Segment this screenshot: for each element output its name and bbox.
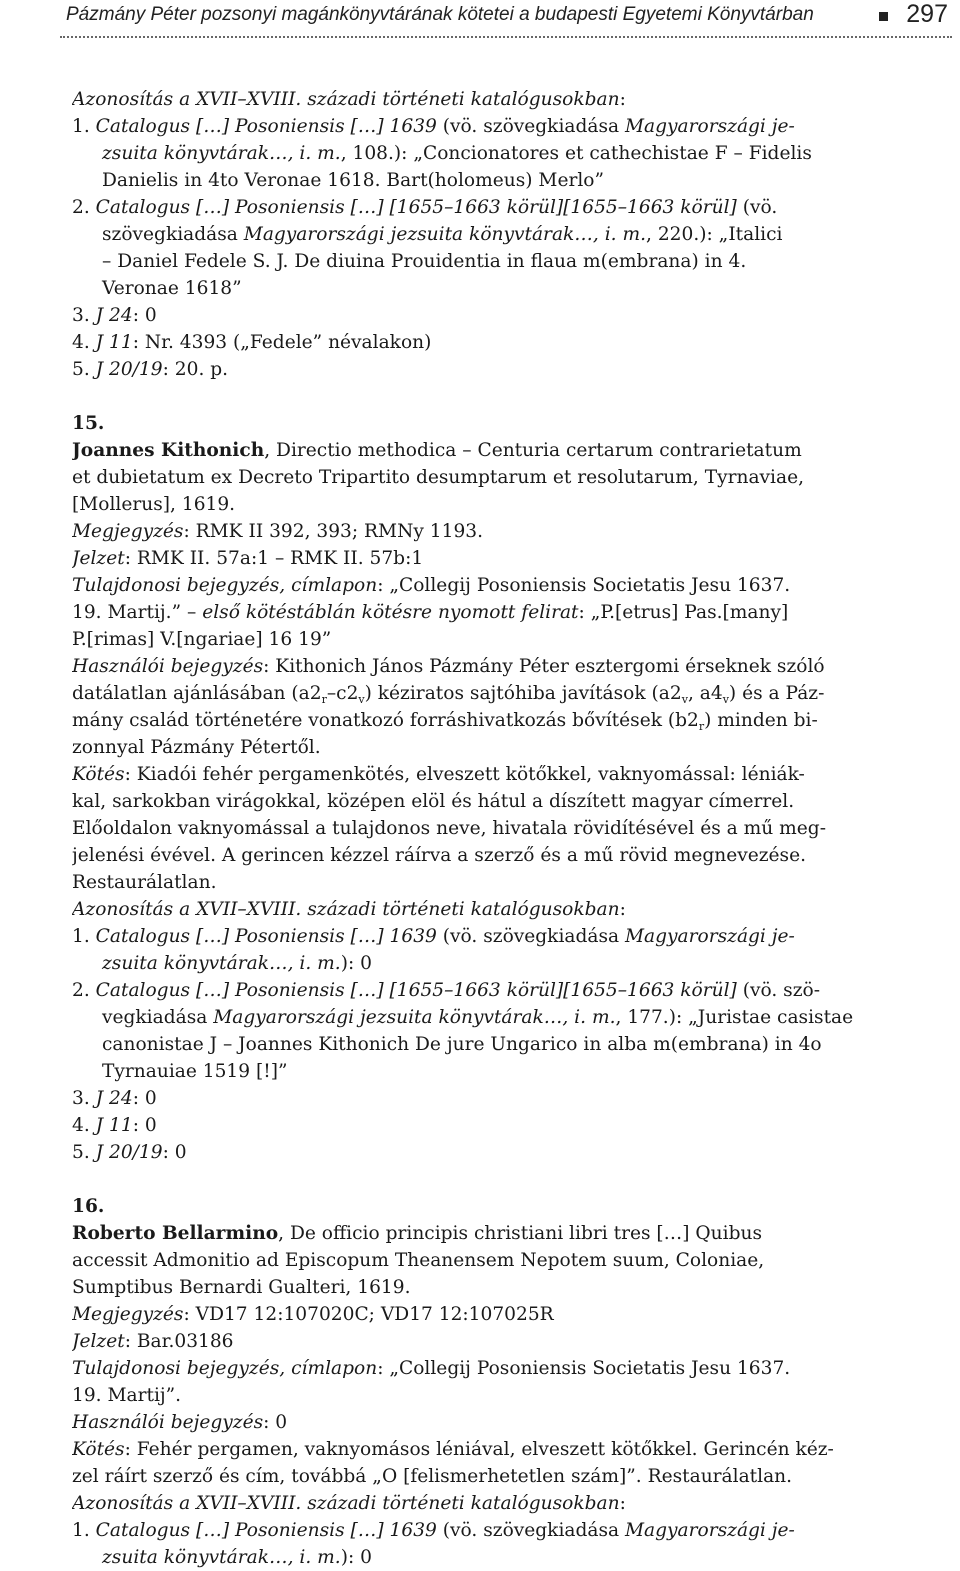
text-segment: (vö. szövegkiadása [436, 926, 626, 947]
text-segment: vegkiadása [102, 1007, 214, 1028]
subscript-text: v [358, 693, 365, 706]
text-segment: accessit Admonitio ad Episcopum Theanensem Nepotem suum, Coloniae, [72, 1250, 765, 1271]
text-line [72, 1112, 884, 1139]
italic-text: Catalogus […] Posoniensis […] [1655–1663 körül][1655–1663 körül] [95, 197, 737, 218]
text-segment: 3. [72, 305, 96, 326]
text-line [72, 815, 884, 842]
italic-text: J 24 [95, 305, 133, 326]
italic-text: Catalogus […] Posoniensis […] 1639 [95, 926, 437, 947]
text-line [72, 653, 884, 680]
text-segment: ) kéziratos sajtóhiba javítások (a2 [364, 683, 682, 704]
subscript-text: r [698, 720, 705, 733]
text-segment: Előoldalon vaknyomással a tulajdonos neve, hivatala rövidítésével és a mű meg- [72, 818, 826, 839]
text-line [72, 1517, 884, 1544]
text-line [72, 626, 884, 653]
text-segment: et dubietatum ex Decreto Tripartito desumptarum et resolutarum, Tyrnaviae, [72, 467, 805, 488]
text-line [72, 599, 884, 626]
text-line [72, 1274, 884, 1301]
text-line [72, 1247, 884, 1274]
text-segment: 5. [72, 359, 96, 380]
text-line [72, 491, 884, 518]
text-segment: , 220.): „Italici [646, 224, 783, 245]
text-line [72, 1436, 884, 1463]
text-segment: 1. [72, 926, 96, 947]
text-line [72, 113, 884, 140]
subscript-text: v [722, 693, 729, 706]
text-line [72, 1382, 884, 1409]
italic-text: Megjegyzés [72, 1304, 184, 1325]
text-segment: : Nr. 4393 („Fedele” névalakon) [132, 332, 432, 353]
italic-text: Azonosítás a XVII–XVIII. századi történeti katalógusokban [72, 89, 620, 110]
italic-text: J 20/19 [95, 359, 163, 380]
text-line [72, 329, 884, 356]
text-line [72, 248, 884, 275]
italic-text: Tulajdonosi bejegyzés, címlapon [72, 575, 378, 596]
italic-text: J 24 [95, 1088, 133, 1109]
text-line [72, 1355, 884, 1382]
text-segment: , Directio methodica – Centuria certarum contrarietatum [264, 440, 802, 461]
italic-text: Kötés [72, 764, 125, 785]
italic-text: Használói bejegyzés [72, 656, 264, 677]
text-segment: Veronae 1618” [102, 278, 242, 299]
text-line [72, 1004, 884, 1031]
text-segment: : 0 [132, 1088, 157, 1109]
paragraph-gap [72, 383, 884, 410]
text-line [72, 896, 884, 923]
text-segment: , 177.): „Juristae casistae [615, 1007, 854, 1028]
text-segment: –c2 [326, 683, 359, 704]
subscript-text: r [321, 693, 327, 706]
italic-text: Catalogus […] Posoniensis […] 1639 [95, 116, 437, 137]
italic-text: Magyarországi je- [625, 926, 795, 947]
text-segment: : Kiadói fehér pergamenkötés, elveszett kötőkkel, vaknyomással: léniák- [124, 764, 805, 785]
bold-text: 16. [72, 1196, 105, 1217]
text-segment: : VD17 12:107020C; VD17 12:107025R [183, 1304, 554, 1325]
text-line [72, 788, 884, 815]
text-segment: 5. [72, 1142, 96, 1163]
text-segment: 1. [72, 1520, 96, 1541]
text-segment: : „Collegij Posoniensis Societatis Jesu 1637. [377, 1358, 791, 1379]
text-line [72, 1193, 884, 1220]
text-line [72, 1409, 884, 1436]
text-line [72, 167, 884, 194]
running-header [60, 0, 952, 38]
text-line [72, 545, 884, 572]
text-segment: (vö. [736, 197, 778, 218]
text-segment: zonnyal Pázmány Pétertől. [72, 737, 321, 758]
italic-text: Használói bejegyzés [72, 1412, 264, 1433]
italic-text: Kötés [72, 1439, 125, 1460]
text-line [72, 410, 884, 437]
text-line [72, 275, 884, 302]
text-segment: jelenési évével. A gerincen kézzel ráírva a szerző és a mű rövid megnevezése. [72, 845, 806, 866]
text-segment: : RMK II. 57a:1 – RMK II. 57b:1 [124, 548, 424, 569]
text-line [72, 950, 884, 977]
text-segment: 19. Martij.” – [72, 602, 203, 623]
text-segment: : Fehér pergamen, vaknyomásos léniával, elveszett kötőkkel. Gerincén kéz- [124, 1439, 834, 1460]
italic-text: Azonosítás a XVII–XVIII. századi történeti katalógusokban [72, 1493, 620, 1514]
text-segment: Restaurálatlan. [72, 872, 217, 893]
text-line [72, 707, 884, 734]
text-segment: Danielis in 4to Veronae 1618. Bart(holomeus) Merlo” [102, 170, 604, 191]
text-segment: ): 0 [340, 953, 372, 974]
text-segment: ) minden bi- [704, 710, 818, 731]
text-segment: kal, sarkokban virágokkal, középen elöl és hátul a díszített magyar címerrel. [72, 791, 795, 812]
text-line [72, 140, 884, 167]
text-segment: 3. [72, 1088, 96, 1109]
bold-text: 15. [72, 413, 105, 434]
text-segment: 2. [72, 980, 96, 1001]
text-segment: : Kithonich János Pázmány Péter esztergomi érseknek szóló [263, 656, 825, 677]
text-segment: : [619, 899, 626, 920]
text-line [72, 464, 884, 491]
text-segment: : 0 [132, 305, 157, 326]
text-segment: [Mollerus], 1619. [72, 494, 236, 515]
text-line [72, 734, 884, 761]
text-segment: P.[rimas] V.[ngariae] 16 19” [72, 629, 332, 650]
text-segment: : „Collegij Posoniensis Societatis Jesu 1637. [377, 575, 791, 596]
text-segment: 4. [72, 332, 96, 353]
text-line [72, 1085, 884, 1112]
text-segment: (vö. szövegkiadása [436, 116, 626, 137]
text-segment: ): 0 [340, 1547, 372, 1568]
text-line [72, 1031, 884, 1058]
text-line [72, 842, 884, 869]
page-number: 297 [906, 0, 948, 28]
italic-text: Tulajdonosi bejegyzés, címlapon [72, 1358, 378, 1379]
text-segment: , De officio principis christiani libri tres […] Quibus [278, 1223, 763, 1244]
text-segment: 2. [72, 197, 96, 218]
italic-text: Catalogus […] Posoniensis […] 1639 [95, 1520, 437, 1541]
text-segment: , 108.): „Concionatores et cathechistae F – Fidelis [340, 143, 812, 164]
text-segment: – Daniel Fedele S. J. De diuina Prouidentia in flaua m(embrana) in 4. [102, 251, 747, 272]
italic-text: Megjegyzés [72, 521, 184, 542]
text-line [72, 1058, 884, 1085]
italic-text: Magyarországi je- [625, 116, 795, 137]
text-segment: : RMK II 392, 393; RMNy 1193. [183, 521, 484, 542]
text-segment: mány család történetére vonatkozó forráshivatkozás bővítések (b2 [72, 710, 699, 731]
text-segment: 4. [72, 1115, 96, 1136]
italic-text: Jelzet [72, 1331, 125, 1352]
italic-text: J 11 [95, 1115, 133, 1136]
text-line [72, 761, 884, 788]
text-line [72, 302, 884, 329]
italic-text: zsuita könyvtárak…, i. m. [102, 1547, 341, 1568]
text-line [72, 572, 884, 599]
paragraph-gap [72, 1166, 884, 1193]
bold-text: Joannes Kithonich [72, 440, 265, 461]
italic-text: Magyarországi jezsuita könyvtárak…, i. m. [213, 1007, 616, 1028]
italic-text: J 11 [95, 332, 133, 353]
text-segment: : 0 [132, 1115, 157, 1136]
text-segment: (vö. szö- [736, 980, 820, 1001]
text-line [72, 1301, 884, 1328]
text-line [72, 923, 884, 950]
text-segment: : „P.[etrus] Pas.[many] [578, 602, 789, 623]
italic-text: Magyarországi jezsuita könyvtárak…, i. m. [243, 224, 647, 245]
text-segment: canonistae J – Joannes Kithonich De jure Ungarico in alba m(embrana) in 4o [102, 1034, 822, 1055]
italic-text: Magyarországi je- [625, 1520, 795, 1541]
text-line [72, 86, 884, 113]
text-segment: zel ráírt szerző és cím, továbbá „O [felismerhetetlen szám]”. Restaurálatlan. [72, 1466, 793, 1487]
text-line [72, 518, 884, 545]
italic-text: zsuita könyvtárak…, i. m. [102, 143, 341, 164]
text-segment: 1. [72, 116, 96, 137]
text-line [72, 437, 884, 464]
italic-text: J 20/19 [95, 1142, 163, 1163]
text-line [72, 1328, 884, 1355]
text-segment: : [619, 89, 626, 110]
text-segment: ) és a Páz- [728, 683, 825, 704]
text-segment: : 20. p. [162, 359, 229, 380]
running-title: Pázmány Péter pozsonyi magánkönyvtárának kötetei a budapesti Egyetemi Könyvtárban [66, 4, 814, 25]
text-line [72, 1544, 884, 1571]
text-segment: : 0 [162, 1142, 187, 1163]
text-segment: (vö. szövegkiadása [436, 1520, 626, 1541]
italic-text: zsuita könyvtárak…, i. m. [102, 953, 341, 974]
text-line [72, 680, 884, 707]
text-segment: , a4 [687, 683, 723, 704]
italic-text: első kötéstáblán kötésre nyomott felirat [202, 602, 579, 623]
text-line [72, 356, 884, 383]
italic-text: Azonosítás a XVII–XVIII. századi történeti katalógusokban [72, 899, 620, 920]
text-segment: Sumptibus Bernardi Gualteri, 1619. [72, 1277, 411, 1298]
text-line [72, 869, 884, 896]
text-line [72, 1490, 884, 1517]
text-line [72, 1139, 884, 1166]
subscript-text: v [681, 693, 688, 706]
bold-text: Roberto Bellarmino [72, 1223, 279, 1244]
italic-text: Catalogus […] Posoniensis […] [1655–1663 körül][1655–1663 körül] [95, 980, 737, 1001]
text-segment: 19. Martij”. [72, 1385, 182, 1406]
italic-text: Jelzet [72, 548, 125, 569]
text-line [72, 194, 884, 221]
text-segment: : Bar.03186 [124, 1331, 234, 1352]
text-line [72, 977, 884, 1004]
text-line [72, 1463, 884, 1490]
text-segment: : 0 [263, 1412, 288, 1433]
text-segment: szövegkiadása [102, 224, 244, 245]
text-line [72, 221, 884, 248]
text-line [72, 1220, 884, 1247]
text-segment: Tyrnauiae 1519 [!]” [102, 1061, 288, 1082]
text-segment: : [619, 1493, 626, 1514]
text-segment: datálatlan ajánlásában (a2 [72, 683, 322, 704]
square-bullet-icon [879, 12, 888, 21]
page-body [72, 86, 884, 1571]
